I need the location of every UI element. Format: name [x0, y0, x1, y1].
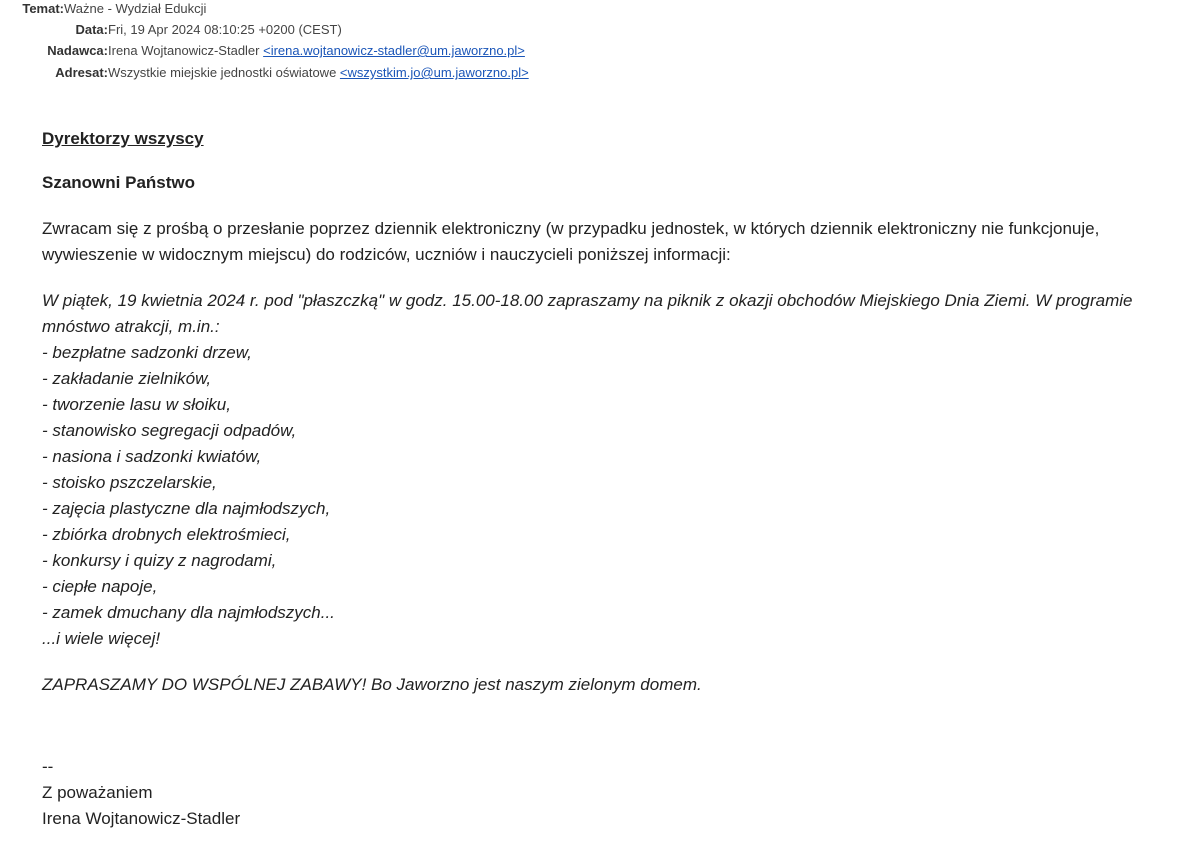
to-name: Wszystkie miejskie jednostki oświatowe [108, 65, 337, 80]
from-email-link[interactable]: <irena.wojtanowicz-stadler@um.jaworzno.pl> [263, 43, 525, 58]
list-item: - stanowisko segregacji odpadów, [42, 421, 297, 440]
to-row [0, 62, 529, 83]
date-value: Fri, 19 Apr 2024 08:10:25 +0200 (CEST) [108, 22, 342, 37]
list-item: - tworzenie lasu w słoiku, [42, 395, 231, 414]
subject-row [0, 0, 206, 19]
signature-regards: Z poważaniem [42, 783, 153, 802]
signature-separator: -- [42, 757, 54, 776]
list-item: - zamek dmuchany dla najmłodszych... [42, 603, 335, 622]
from-name: Irena Wojtanowicz-Stadler [108, 43, 260, 58]
list-item: - konkursy i quizy z nagrodami, [42, 551, 277, 570]
list-item: - stoisko pszczelarskie, [42, 473, 217, 492]
list-item: - zakładanie zielników, [42, 369, 212, 388]
list-item: - nasiona i sadzonki kwiatów, [42, 447, 262, 466]
subject-value: Ważne - Wydział Edukcji [64, 1, 207, 16]
list-item: - zajęcia plastyczne dla najmłodszych, [42, 499, 331, 518]
closing-invitation: ZAPRASZAMY DO WSPÓLNEJ ZABAWY! Bo Jaworzno jest naszym zielonym domem. [42, 675, 702, 694]
list-item: - bezpłatne sadzonki drzew, [42, 343, 252, 362]
list-item: - ciepłe napoje, [42, 577, 158, 596]
to-email-link[interactable]: <wszystkim.jo@um.jaworzno.pl> [339, 65, 529, 80]
from-label: Nadawca: [47, 43, 108, 58]
intro-paragraph: Zwracam się z prośbą o przesłanie poprzez dziennik elektroniczny (w przypadku jednostek, w których dziennik elektroniczny nie funkcjonuje, wywieszenie w widocznym miejscu) do rodziców, uczniów i nauczycieli poniższej informacji: [42, 219, 1100, 264]
to-label: Adresat: [55, 65, 108, 80]
subject-label: Temat: [22, 1, 64, 16]
email-body [42, 126, 1182, 832]
date-row [0, 19, 342, 40]
greeting-salutation: Szanowni Państwo [42, 173, 196, 192]
from-row [0, 40, 525, 61]
signature [42, 754, 1182, 832]
date-label: Data: [75, 22, 108, 37]
attractions-list [42, 340, 1182, 626]
greeting-directors: Dyrektorzy wszyscy [42, 129, 204, 148]
announcement-paragraph: W piątek, 19 kwietnia 2024 r. pod "płaszczką" w godz. 15.00-18.00 zapraszamy na piknik z okazji obchodów Miejskiego Dnia Ziemi. W programie mnóstwo atrakcji, m.in.: [42, 291, 1133, 336]
list-item: - zbiórka drobnych elektrośmieci, [42, 525, 291, 544]
more-text: ...i wiele więcej! [42, 629, 161, 648]
signature-name: Irena Wojtanowicz-Stadler [42, 809, 241, 828]
